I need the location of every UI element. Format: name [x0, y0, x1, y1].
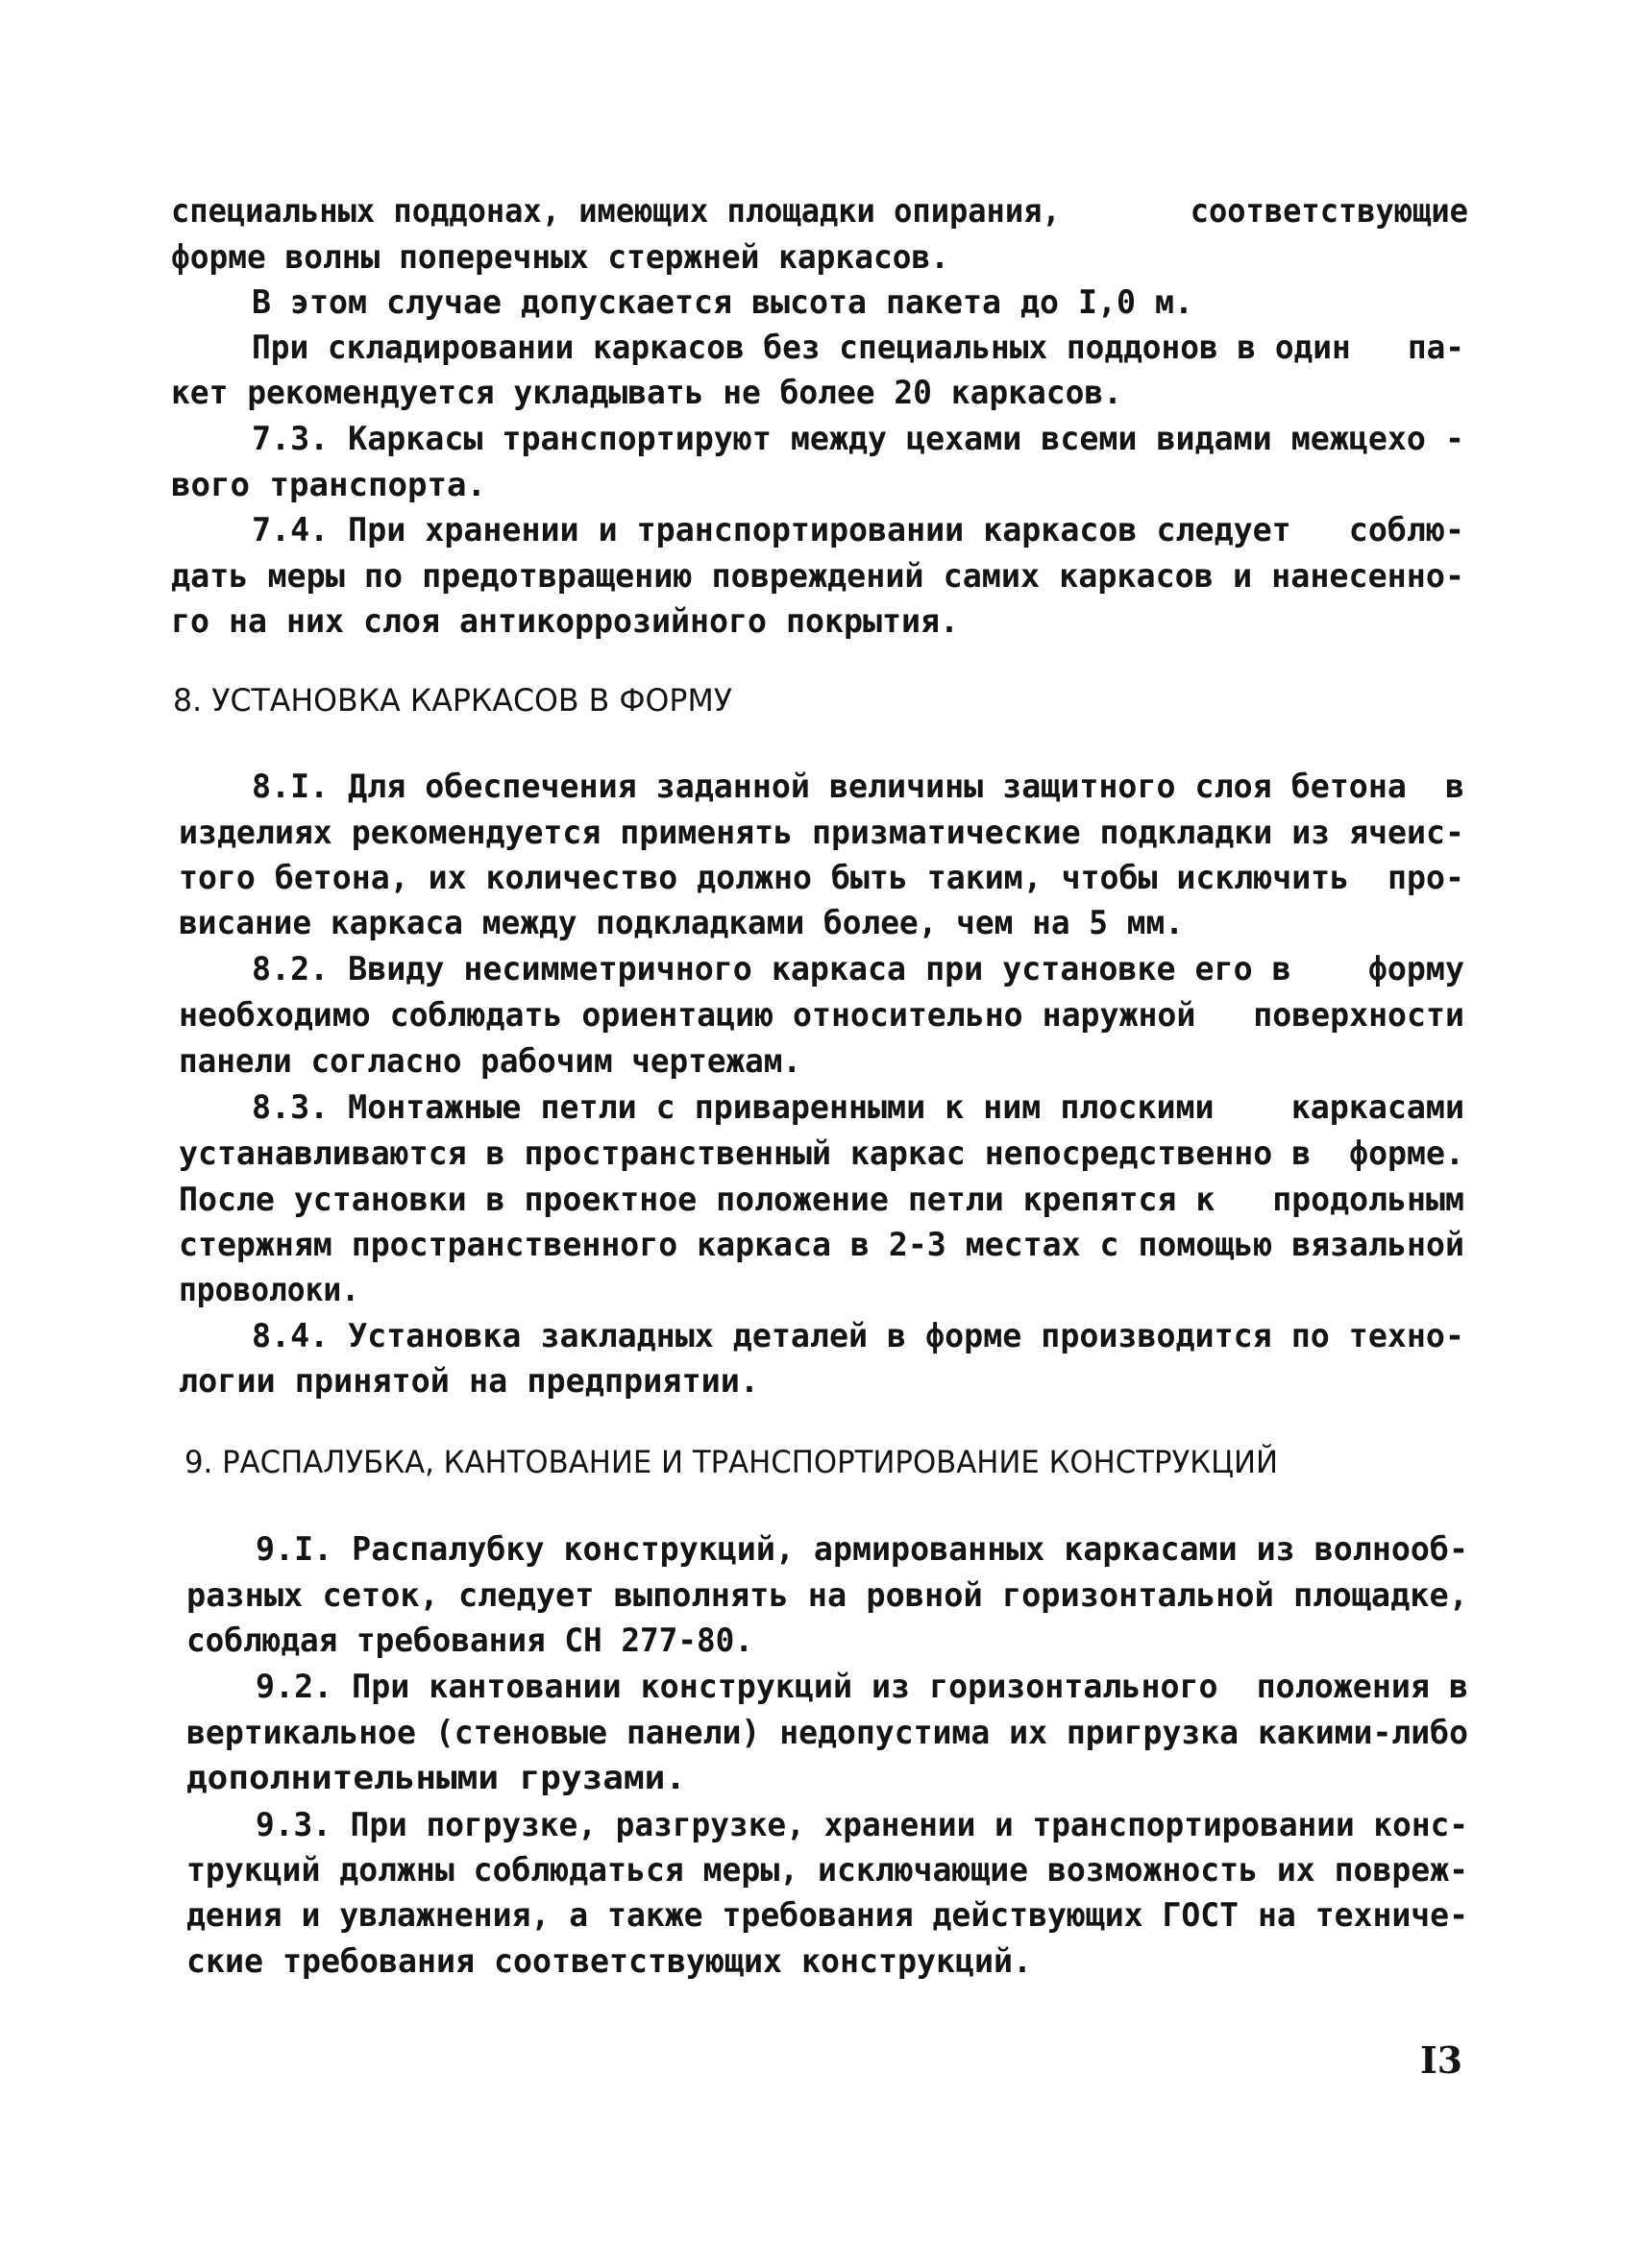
- section-heading: 9. РАСПАЛУБКА, КАНТОВАНИЕ И ТРАНСПОРТИРОВАНИЕ КОНСТРУКЦИЙ: [184, 1444, 1278, 1480]
- text-line: При складировании каркасов без специальных поддонов в один па-: [252, 329, 1465, 366]
- text-line: 8.I. Для обеспечения заданной величины защитного слоя бетона в: [252, 768, 1465, 805]
- text-line: 7.4. При хранении и транспортировании каркасов следует соблю-: [252, 511, 1465, 549]
- text-line: 8.3. Монтажные петли с приваренными к ним плоскими каркасами: [252, 1088, 1465, 1126]
- text-line: 9.I. Распалубку конструкций, армированных каркасами из волнооб-: [256, 1530, 1469, 1568]
- text-line: дения и увлажнения, а также требования действующих ГОСТ на техниче-: [186, 1896, 1469, 1934]
- text-line: 9.3. При погрузке, разгрузке, хранении и транспортировании конс-: [256, 1806, 1469, 1843]
- text-line: трукций должны соблюдаться меры, исключающие возможность их повреж-: [186, 1851, 1469, 1889]
- text-line: изделиях рекомендуется применять призматические подкладки из ячеис-: [179, 814, 1464, 851]
- text-line: дополнительными грузами.: [186, 1759, 686, 1796]
- text-line: логии принятой на предприятии.: [179, 1362, 759, 1400]
- text-line: кет рекомендуется укладывать не более 20 каркасов.: [171, 374, 1122, 411]
- text-line: висание каркаса между подкладками более, чем на 5 мм.: [179, 904, 1184, 941]
- text-line: 8.4. Установка закладных деталей в форме производится по техно-: [252, 1317, 1465, 1354]
- text-line: проволоки.: [179, 1271, 359, 1308]
- text-line: необходимо соблюдать ориентацию относительно наружной поверхности: [179, 996, 1464, 1034]
- section-heading: 8. УСТАНОВКА КАРКАСОВ В ФОРМУ: [173, 682, 732, 719]
- text-line: ские требования соответствующих конструкций.: [186, 1942, 1032, 1980]
- text-line: стержням пространственного каркаса в 2-3 местах с помощью вязальной: [179, 1226, 1464, 1263]
- text-line: После установки в проектное положение петли крепятся к продольным: [179, 1181, 1464, 1218]
- text-line: 8.2. Ввиду несимметричного каркаса при установке его в форму: [252, 950, 1465, 988]
- text-line: панели согласно рабочим чертежам.: [179, 1042, 802, 1080]
- text-line: устанавливаются в пространственный каркас непосредственно в форме.: [179, 1134, 1464, 1172]
- text-line: специальных поддонах, имеющих площадки опирания, соответствующие: [171, 192, 1468, 230]
- text-line: В этом случае допускается высота пакета до I,0 м.: [252, 283, 1193, 321]
- text-line: того бетона, их количество должно быть таким, чтобы исключить про-: [179, 859, 1464, 896]
- text-line: разных сеток, следует выполнять на ровной горизонтальной площадке,: [186, 1576, 1468, 1614]
- text-line: 7.3. Каркасы транспортируют между цехами всеми видами межцехо -: [252, 420, 1465, 457]
- text-line: вого транспорта.: [171, 466, 486, 503]
- text-line: дать меры по предотвращению повреждений самих каркасов и нанесенно-: [171, 557, 1465, 595]
- text-line: 9.2. При кантовании конструкций из горизонтального положения в: [256, 1668, 1469, 1705]
- page-number: I3: [1420, 2038, 1463, 2082]
- text-line: соблюдая требования СН 277-80.: [186, 1622, 753, 1659]
- text-line: го на них слоя антикоррозийного покрытия.: [171, 602, 959, 640]
- text-line: форме волны поперечных стержней каркасов.: [171, 238, 949, 276]
- text-line: вертикальное (стеновые панели) недопустима их пригрузка какими-либо: [186, 1714, 1469, 1751]
